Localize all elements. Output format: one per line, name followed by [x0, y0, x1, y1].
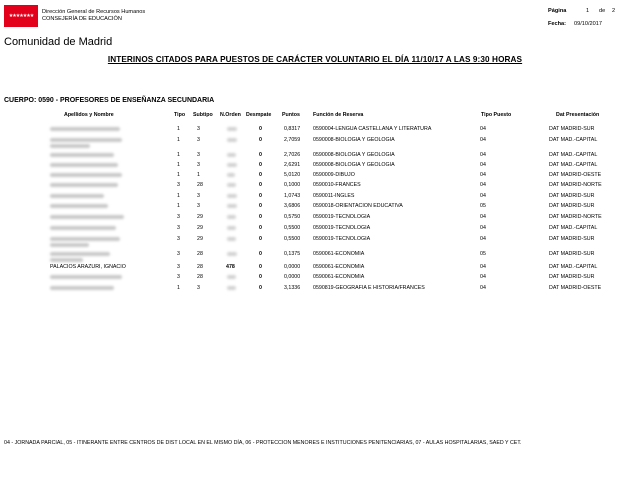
cell-puntos: 1,0743	[284, 193, 301, 199]
cell-subtipo: 3	[197, 137, 200, 143]
org-line-1: Dirección General de Recursos Humanos	[42, 9, 146, 15]
redacted-orden	[227, 183, 236, 187]
cell-tipo: 1	[177, 203, 180, 209]
cell-subtipo: 3	[197, 152, 200, 158]
cell-dat: DAT MADRID-SUR	[549, 193, 595, 199]
cell-tipo-puesto: 04	[480, 126, 486, 132]
cell-subtipo: 3	[197, 162, 200, 168]
redacted-name	[50, 243, 89, 247]
cell-funcion: 0590019-TECNOLOGIA	[313, 225, 371, 231]
redacted-name	[50, 144, 90, 148]
cell-subtipo: 1	[197, 172, 200, 178]
cell-desempate: 0	[259, 285, 262, 291]
cell-subtipo: 28	[197, 274, 203, 280]
cell-puntos: 0,5750	[284, 214, 301, 220]
cell-puntos: 0,0000	[284, 264, 301, 270]
cell-tipo: 1	[177, 162, 180, 168]
redacted-name	[50, 138, 122, 142]
cell-funcion: 0590019-TECNOLOGIA	[313, 236, 371, 242]
cell-dat: DAT MADRID-SUR	[549, 236, 595, 242]
cell-name: PALACIOS ARAZURI, IGNACIO	[50, 264, 126, 270]
cell-tipo: 3	[177, 274, 180, 280]
cell-dat: DAT MADRID-SUR	[549, 126, 595, 132]
cell-funcion: 0590009-DIBUJO	[313, 172, 355, 178]
cell-funcion: 0590061-ECONOMIA	[313, 274, 365, 280]
cell-tipo-puesto: 04	[480, 172, 486, 178]
cell-tipo: 3	[177, 251, 180, 257]
cell-tipo: 3	[177, 182, 180, 188]
redacted-name	[50, 153, 114, 157]
cell-funcion: 0590019-TECNOLOGIA	[313, 214, 371, 220]
cell-tipo: 1	[177, 172, 180, 178]
cell-funcion: 0590008-BIOLOGIA Y GEOLOGIA	[313, 152, 395, 158]
org-line-2: CONSEJERÍA DE EDUCACIÓN	[42, 16, 122, 22]
redacted-name	[50, 215, 124, 219]
redacted-name	[50, 252, 110, 256]
col-desempate: Desmpate	[246, 112, 272, 118]
col-tipo-puesto: Tipo Puesto	[481, 112, 512, 118]
redacted-orden	[227, 163, 237, 167]
col-dat: Dat Presentación	[556, 112, 600, 118]
redacted-orden	[227, 226, 236, 230]
cell-desempate: 0	[259, 182, 262, 188]
cell-tipo: 3	[177, 214, 180, 220]
cell-subtipo: 29	[197, 236, 203, 242]
cell-puntos: 5,0120	[284, 172, 301, 178]
cell-puntos: 3,6806	[284, 203, 301, 209]
cell-funcion: 0590061-ECONOMIA	[313, 251, 365, 257]
cell-funcion: 0590010-FRANCES	[313, 182, 361, 188]
redacted-name	[50, 183, 118, 187]
cell-desempate: 0	[259, 274, 262, 280]
cell-subtipo: 3	[197, 193, 200, 199]
cell-tipo-puesto: 04	[480, 236, 486, 242]
cell-dat: DAT MAD.-CAPITAL	[549, 137, 598, 143]
cell-dat: DAT MADRID-SUR	[549, 203, 595, 209]
cell-tipo-puesto: 04	[480, 137, 486, 143]
redacted-name	[50, 163, 118, 167]
cell-desempate: 0	[259, 264, 262, 270]
cell-subtipo: 28	[197, 264, 203, 270]
comunidad-title: Comunidad de Madrid	[4, 36, 113, 48]
cell-desempate: 0	[259, 172, 262, 178]
col-funcion: Función de Reserva	[313, 112, 364, 118]
redacted-orden	[227, 153, 236, 157]
cell-dat: DAT MAD.-CAPITAL	[549, 225, 598, 231]
cell-funcion: 0590004-LENGUA CASTELLANA Y LITERATURA	[313, 126, 432, 132]
cell-desempate: 0	[259, 126, 262, 132]
redacted-name	[50, 275, 122, 279]
fecha-label: Fecha:	[548, 21, 567, 27]
cell-funcion: 0590018-ORIENTACION EDUCATIVA	[313, 203, 403, 209]
logo-stars: ★★★★★★★	[8, 13, 34, 19]
cell-orden: 478	[226, 264, 235, 270]
cell-desempate: 0	[259, 193, 262, 199]
col-puntos: Puntos	[282, 112, 300, 118]
cell-dat: DAT MADRID-SUR	[549, 251, 595, 257]
cell-tipo-puesto: 04	[480, 162, 486, 168]
cell-desempate: 0	[259, 251, 262, 257]
cell-tipo: 1	[177, 152, 180, 158]
cell-desempate: 0	[259, 137, 262, 143]
cell-puntos: 2,7059	[284, 137, 301, 143]
comunidad-madrid-logo	[4, 5, 38, 27]
pagina-number: 1	[586, 8, 590, 14]
cell-desempate: 0	[259, 152, 262, 158]
cell-puntos: 2,6291	[284, 162, 301, 168]
cell-desempate: 0	[259, 162, 262, 168]
cell-dat: DAT MADRID-OESTE	[549, 285, 602, 291]
cell-dat: DAT MAD.-CAPITAL	[549, 162, 598, 168]
redacted-name	[50, 194, 104, 198]
footer-legend: 04 - JORNADA PARCIAL, 05 - ITINERANTE ENTRE CENTROS DE DIST LOCAL EN EL MISMO DÍA, 06 - PROTECCION MENORES E INSTITUCIONES PENITENCIARIAS, 07 - AULAS HOSPITALARIAS, SAED Y CET.	[4, 440, 522, 446]
redacted-orden	[227, 127, 237, 131]
cell-tipo-puesto: 05	[480, 251, 486, 257]
col-tipo: Tipo	[174, 112, 186, 118]
col-orden: N.Orden	[220, 112, 241, 118]
cell-subtipo: 29	[197, 214, 203, 220]
redacted-orden	[227, 204, 237, 208]
cell-tipo-puesto: 04	[480, 214, 486, 220]
cell-desempate: 0	[259, 225, 262, 231]
cell-funcion: 0590011-INGLES	[313, 193, 355, 199]
redacted-name	[50, 127, 120, 131]
redacted-name	[50, 237, 120, 241]
cell-tipo-puesto: 04	[480, 264, 486, 270]
cell-puntos: 0,0000	[284, 274, 301, 280]
redacted-name	[50, 204, 108, 208]
cell-subtipo: 28	[197, 182, 203, 188]
cell-dat: DAT MAD.-CAPITAL	[549, 264, 598, 270]
col-subtipo: Subtipo	[193, 112, 213, 118]
redacted-name	[50, 286, 114, 290]
redacted-orden	[227, 173, 235, 177]
cuerpo-heading: CUERPO: 0590 - PROFESORES DE ENSEÑANZA SECUNDARIA	[4, 97, 215, 104]
cell-dat: DAT MADRID-NORTE	[549, 214, 602, 220]
cell-puntos: 0,5500	[284, 236, 301, 242]
fecha-value: 09/10/2017	[574, 21, 602, 27]
redacted-orden	[227, 252, 237, 256]
col-apellidos: Apellidos y Nombre	[64, 112, 114, 118]
redacted-name	[50, 258, 83, 262]
cell-subtipo: 3	[197, 203, 200, 209]
cell-tipo-puesto: 04	[480, 274, 486, 280]
cell-tipo-puesto: 04	[480, 182, 486, 188]
redacted-orden	[227, 275, 236, 279]
redacted-orden	[227, 194, 237, 198]
cell-puntos: 0,1375	[284, 251, 301, 257]
cell-puntos: 2,7026	[284, 152, 301, 158]
redacted-name	[50, 226, 116, 230]
cell-puntos: 0,8317	[284, 126, 301, 132]
cell-dat: DAT MAD.-CAPITAL	[549, 152, 598, 158]
cell-tipo: 1	[177, 126, 180, 132]
document-title: INTERINOS CITADOS PARA PUESTOS DE CARÁCTER VOLUNTARIO EL DÍA 11/10/17 A LAS 9:30 HORAS	[107, 55, 523, 64]
cell-funcion: 0590061-ECONOMIA	[313, 264, 365, 270]
cell-puntos: 0,1000	[284, 182, 301, 188]
cell-subtipo: 29	[197, 225, 203, 231]
cell-tipo: 1	[177, 193, 180, 199]
cell-dat: DAT MADRID-NORTE	[549, 182, 602, 188]
cell-tipo: 1	[177, 285, 180, 291]
cell-puntos: 3,1336	[284, 285, 301, 291]
cell-tipo: 3	[177, 236, 180, 242]
cell-tipo: 3	[177, 264, 180, 270]
cell-desempate: 0	[259, 203, 262, 209]
cell-subtipo: 3	[197, 285, 200, 291]
cell-desempate: 0	[259, 236, 262, 242]
pagina-label: Página	[548, 8, 567, 14]
cell-tipo: 1	[177, 137, 180, 143]
cell-puntos: 0,5500	[284, 225, 301, 231]
cell-funcion: 0590008-BIOLOGIA Y GEOLOGIA	[313, 162, 395, 168]
cell-dat: DAT MADRID-SUR	[549, 274, 595, 280]
cell-tipo-puesto: 04	[480, 193, 486, 199]
cell-funcion: 0590008-BIOLOGIA Y GEOLOGIA	[313, 137, 395, 143]
cell-funcion: 0590819-GEOGRAFIA E HISTORIA/FRANCES	[313, 285, 425, 291]
cell-desempate: 0	[259, 214, 262, 220]
cell-tipo: 3	[177, 225, 180, 231]
cell-dat: DAT MADRID-OESTE	[549, 172, 602, 178]
redacted-orden	[227, 215, 236, 219]
pagina-de: de	[599, 8, 606, 14]
cell-subtipo: 3	[197, 126, 200, 132]
pagina-total: 2	[612, 8, 616, 14]
redacted-orden	[227, 237, 236, 241]
cell-tipo-puesto: 04	[480, 285, 486, 291]
cell-tipo-puesto: 04	[480, 225, 486, 231]
cell-tipo-puesto: 05	[480, 203, 486, 209]
redacted-orden	[227, 138, 237, 142]
cell-subtipo: 28	[197, 251, 203, 257]
cell-tipo-puesto: 04	[480, 152, 486, 158]
redacted-name	[50, 173, 122, 177]
redacted-orden	[227, 286, 236, 290]
